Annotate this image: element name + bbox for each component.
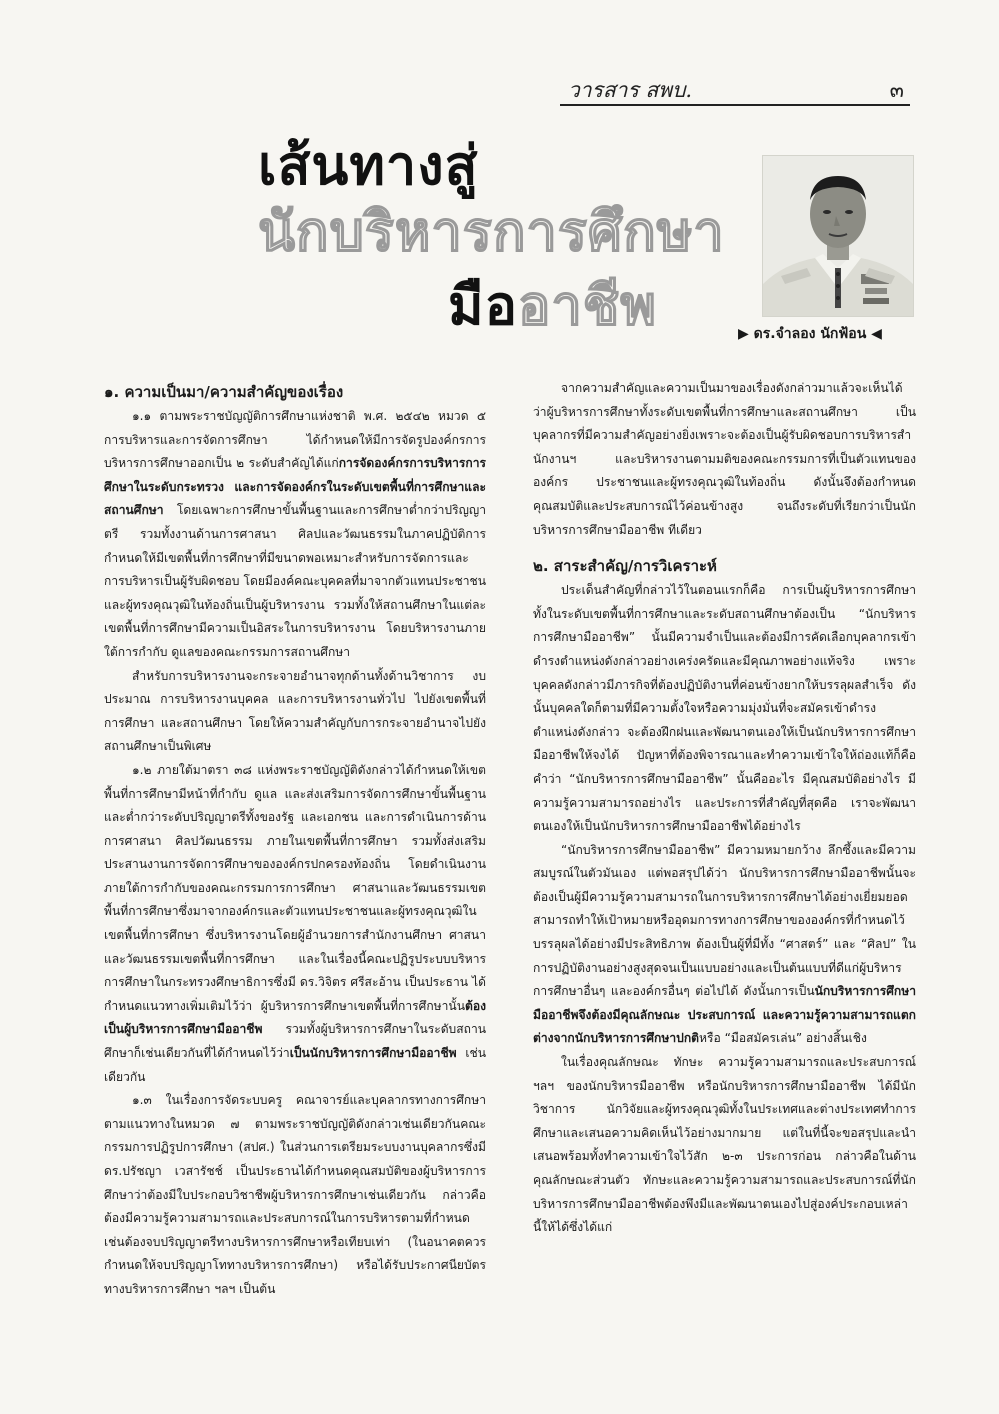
left-column — [104, 380, 486, 1302]
section1-p1-text-c: โดยเฉพาะการศึกษาขั้นพื้นฐานและการศึกษาต่ำกว่าปริญญาตรี รวมทั้งงานด้านการศาสนา ศิลปและวัฒนธรรมในภาคปฏิบัติการ กำหนดให้มีเขตพื้นที่การศึกษาที่มีขนาดพอเหมาะสำหรับการจัดการและการบริหารเป็นผู้รับผิดชอบ โดยมีองค์คณะบุคคลที่มาจากตัวแทนประชาชนและผู้ทรงคุณวุฒิในท้องถิ่นเป็นผู้บริหารงาน รวมทั้งให้สถานศึกษาในแต่ละเขตพื้นที่การศึกษามีความเป็นอิสระในการบริหารงาน โดยบริหารงานภายใต้การกำกับ ดูแลของคณะกรรมการสถานศึกษา — [104, 503, 486, 659]
author-byline: ▶ ดร.จำลอง นักฟ้อน ◀ — [738, 326, 882, 342]
article-title-line3-outline: อาชีพ — [518, 274, 658, 337]
section1-paragraph-1 — [104, 405, 486, 665]
section2-heading: ๒. สาระสำคัญ/การวิเคราะห์ — [533, 557, 717, 576]
section2-paragraph-3: ในเรื่องคุณลักษณะ ทักษะ ความรู้ความสามารถและประสบการณ์ ฯลฯ ของนักบริหารมืออาชีพ หรือนักบริหารการศึกษามืออาชีพ ได้มีนักวิชาการ นักวิจัยและผู้ทรงคุณวุฒิทั้งในประเทศและต่างประเทศทำการศึกษาและเสนอความคิดเห็นไว้อย่างมากมาย แต่ในที่นี้จะขอสรุปและนำเสนอพร้อมทั้งทำความเข้าใจไว้สัก ๒-๓ ประการก่อน กล่าวคือในด้านคุณลักษณะส่วนตัว ทักษะและความรู้ความสามารถและประสบการณ์ที่นักบริหารการศึกษามืออาชีพต้องพึงมีและพัฒนาตนเองไปสู่องค์ประกอบเหล่านี้ให้ได้ซึ่งได้แก่ — [533, 1055, 916, 1235]
article-title-line3 — [448, 262, 657, 348]
section-gap — [533, 542, 916, 554]
author-portrait-image — [763, 156, 913, 316]
section2-p2-text-a: “นักบริหารการศึกษามืออาชีพ” มีความหมายกว้าง ลึกซึ้งและมีความสมบูรณ์ในตัวมันเอง แต่พอสรุปได้ว่า นักบริหารการศึกษามืออาชีพนั้นจะต้องเป็นผู้มีความรู้ความสามารถในการบริหารการศึกษาได้อย่างเยี่ยมยอด สามารถทำให้เป้าหมายหรืออุดมการทางการศึกษาขององค์กรที่กำหนดไว้บรรลุผลได้อย่างมีประสิทธิภาพ ต้องเป็นผู้ที่มีทั้ง “ศาสตร์” และ “ศิลป” ในการปฏิบัติงานอย่างสูงสุดจนเป็นแบบอย่างและเป็นต้นแบบที่ดีแก่ผู้บริหารการศึกษาอื่นๆ และองค์กรอื่นๆ ต่อไปได้ ดังนั้นการเป็น — [533, 842, 916, 999]
author-photo — [762, 155, 914, 317]
section1-heading: ๑. ความเป็นมา/ความสำคัญของเรื่อง — [104, 383, 344, 401]
section1-p3-bold-2: เป็นนักบริหารการศึกษามืออาชีพ — [289, 1046, 457, 1061]
section1-p3-text-a: ๑.๒ ภายใต้มาตรา ๓๘ แห่งพระราชบัญญัติดังกล่าวได้กำหนดให้เขตพื้นที่การศึกษามีหน้าที่กำกับ ดูแล และส่งเสริมการจัดการศึกษาขั้นพื้นฐานและต่ำกว่าระดับปริญญาตรีทั้งของรัฐ และเอกชน และการดำเนินการด้านการศาสนา ศิลปวัฒนธรรม ภายในเขตพื้นที่การศึกษา รวมทั้งส่งเสริมประสานงานการจัดการศึกษาขององค์กรปกครองท้องถิ่น โดยดำเนินงานภายใต้การกำกับของคณะกรรมการการศึกษา ศาสนาและวัฒนธรรมเขตพื้นที่การศึกษาซึ่งมาจากองค์กรและตัวแทนประชาชนและผู้ทรงคุณวุฒิในเขตพื้นที่การศึกษา ซึ่งบริหารงานโดยผู้อำนวยการสำนักงานศึกษา ศาสนาและวัฒนธรรมเขตพื้นที่การศึกษา และในเรื่องนี้คณะปฏิรูประบบบริหารการศึกษาในกระทรวงศึกษาธิการซึ่งมี ดร.วิจิตร ศรีสะอ้าน เป็นประธาน ได้กำหนดแนวทางเพิ่มเติมไว้ว่า ผู้บริหารการศึกษาเขตพื้นที่การศึกษานั้น — [104, 762, 486, 1013]
section1-p3-text-c: รวมทั้งผู้บริหารการศึกษาในระดับสถานศึกษาก็เช่นเดียวกันที่ได้กำหนดไว้ว่า — [104, 1022, 486, 1061]
right-column — [533, 377, 916, 1240]
section1-paragraph-2: สำหรับการบริหารงานจะกระจายอำนาจทุกด้านทั้งด้านวิชาการ งบประมาณ การบริหารงานบุคคล และการบริหารงานทั่วไป ไปยังเขตพื้นที่การศึกษา และสถานศึกษา โดยให้ความสำคัญกับการกระจายอำนาจไปยังสถานศึกษาเป็นพิเศษ — [104, 668, 486, 754]
section1-p3-text-e: เช่นเดียวกัน — [104, 1046, 486, 1084]
section1-p1-text-a: ๑.๑ ตามพระราชบัญญัติการศึกษาแห่งชาติ พ.ศ. ๒๕๔๒ หมวด ๕ การบริหารและการจัดการศึกษา ได้กำหนดให้มีการจัดรูปองค์กรการบริหารการศึกษาออกเป็น ๒ ระดับสำคัญได้แก่ — [104, 409, 486, 471]
article-title-line3-bold: มือ — [448, 274, 519, 337]
journal-name: วารสาร สพบ. — [568, 78, 693, 102]
section1-p3-bold-1: ต้องเป็นผู้บริหารการศึกษามืออาชีพ — [104, 998, 486, 1037]
journal-header — [560, 72, 910, 106]
section1-paragraph-3 — [104, 759, 486, 1089]
section2-p2-bold: นักบริหารการศึกษามืออาชีพจึงต้องมีคุณลักษณะ ประสบการณ์ และความรู้ความสามารถแตกต่างจากนักบริหารการศึกษาปกติ — [533, 984, 916, 1046]
section1-p1-bold: การจัดองค์กรการบริหารการศึกษาในระดับกระทรวง และการจัดองค์กรในระดับเขตพื้นที่การศึกษาและสถานศึกษา — [104, 456, 486, 518]
section2-paragraph-1: ประเด็นสำคัญที่กล่าวไว้ในตอนแรกก็คือ การเป็นผู้บริหารการศึกษาทั้งในระดับเขตพื้นที่การศึกษาและระดับสถานศึกษาต้องเป็น “นักบริหารการศึกษามืออาชีพ” นั้นมีความจำเป็นและต้องมีการคัดเลือกบุคลากรเข้าดำรงตำแหน่งดังกล่าวอย่างเคร่งครัดและมีคุณภาพอย่างแท้จริง เพราะบุคคลดังกล่าวมีภารกิจที่ต้องปฏิบัติงานที่ค่อนข้างยากให้บรรลุผลสำเร็จ ดังนั้นบุคคลใดก็ตามที่มีความตั้งใจหรือความมุ่งมั่นที่จะสมัครเข้าดำรงตำแหน่งดังกล่าว จะต้องฝึกฝนและพัฒนาตนเองให้เป็นนักบริหารการศึกษามืออาชีพให้จงได้ ปัญหาที่ต้องพิจารณาและทำความเข้าใจให้ถ่องแท้ก็คือ คำว่า “นักบริหารการศึกษามืออาชีพ” นั้นคืออะไร มีคุณสมบัติอย่างไร มีความรู้ความสามารถอย่างไร และประการที่สำคัญที่สุดคือ เราจะพัฒนาตนเองให้เป็นนักบริหารการศึกษามืออาชีพได้อย่างไร — [533, 583, 916, 834]
section2-paragraph-2 — [533, 839, 916, 1051]
page-number: ๓ — [889, 78, 904, 102]
section1-paragraph-4: ๑.๓ ในเรื่องการจัดระบบครู คณาจารย์และบุคลากรทางการศึกษาตามแนวทางในหมวด ๗ ตามพระราชบัญญัติดังกล่าวเช่นเดียวกันคณะกรรมการปฏิรูปการศึกษา (สปศ.) ในส่วนการเตรียมระบบงานบุคลากรซึ่งมี ดร.ปรัชญา เวสารัชช์ เป็นประธานได้กำหนดคุณสมบัติของผู้บริหารการศึกษาว่าต้องมีใบประกอบวิชาชีพผู้บริหารการศึกษาเช่นเดียวกัน กล่าวคือ ต้องมีความรู้ความสามารถและประสบการณ์ในการบริหารตามที่กำหนด เช่นต้องจบปริญญาตรีทางบริหารการศึกษาหรือเทียบเท่า (ในอนาคตควรกำหนดให้จบปริญญาโททางบริหารการศึกษา) หรือได้รับประกาศนียบัตรทางบริหารการศึกษา ฯลฯ เป็นต้น — [104, 1093, 486, 1296]
section2-p2-text-c: หรือ “มือสมัครเล่น” อย่างสิ้นเชิง — [699, 1031, 867, 1046]
right-intro-paragraph: จากความสำคัญและความเป็นมาของเรื่องดังกล่าวมาแล้วจะเห็นได้ว่าผู้บริหารการศึกษาทั้งระดับเขตพื้นที่การศึกษาและสถานศึกษา เป็นบุคลากรที่มีความสำคัญอย่างยิ่งเพราะจะต้องเป็นผู้รับผิดชอบการบริหารสำนักงานฯ และบริหารงานตามมติของคณะกรรมการที่เป็นตัวแทนขององค์กร ประชาชนและผู้ทรงคุณวุฒิในท้องถิ่น ดังนั้นจึงต้องกำหนดคุณสมบัติและประสบการณ์ไว้ค่อนข้างสูง จนถึงระดับที่เรียกว่าเป็นนักบริหารการศึกษามืออาชีพ ทีเดียว — [533, 381, 916, 537]
article-title-line2: นักบริหารการศึกษา — [258, 200, 725, 263]
article-title-line1: เส้นทางสู่ — [258, 134, 479, 197]
